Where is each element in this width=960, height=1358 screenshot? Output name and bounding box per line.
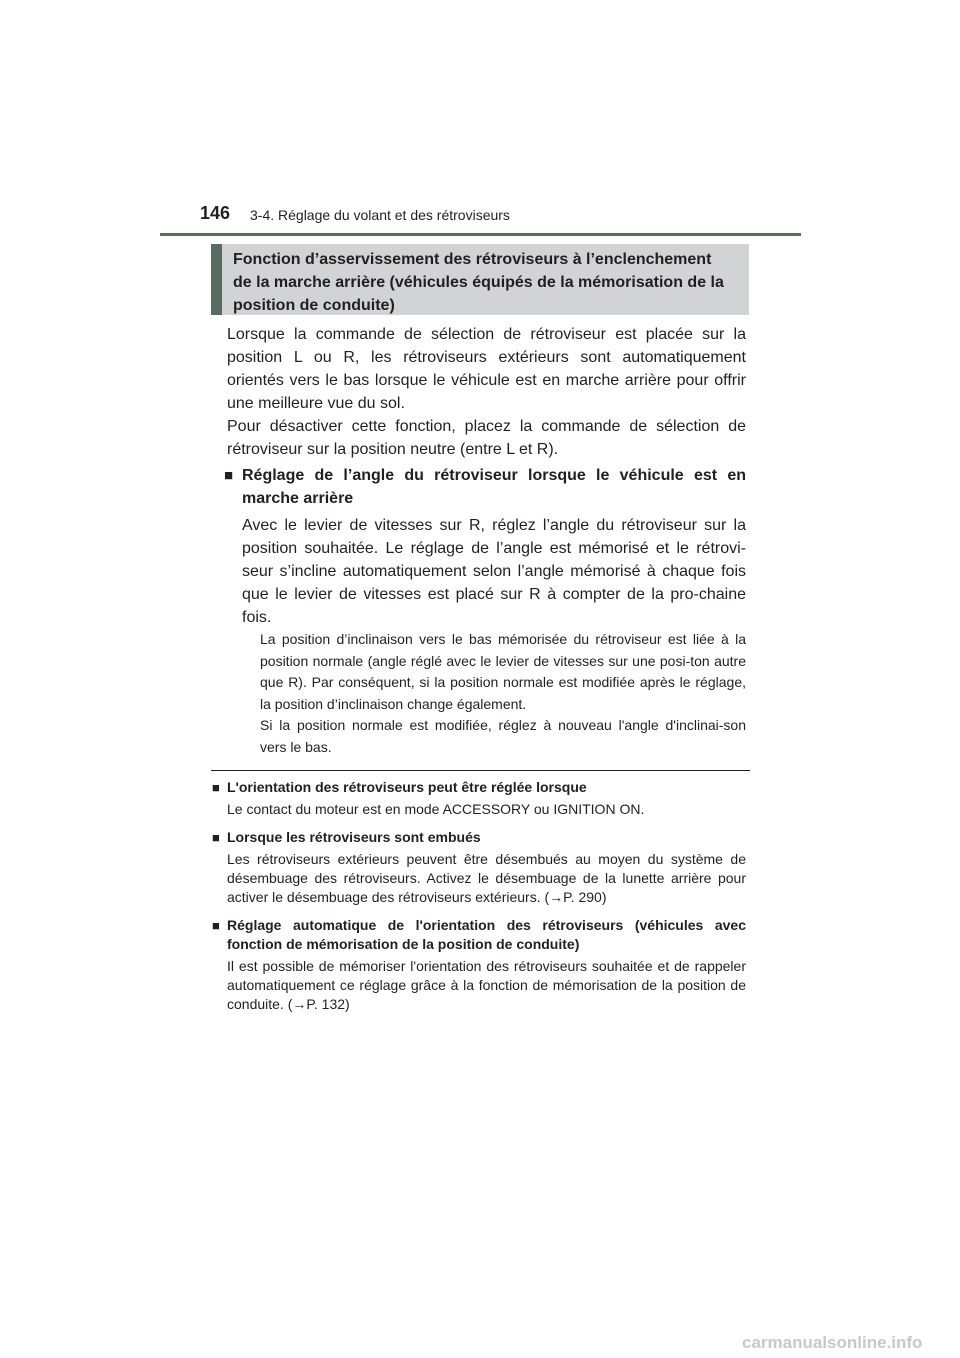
page-number: 146 bbox=[200, 203, 231, 223]
note-heading bbox=[212, 778, 746, 797]
note-text-paragraph: Les rétroviseurs extérieurs peuvent être désembués au moyen du système de désembuage des rétroviseurs. Activez le désembuage de la lunette arrière pour activer le désembuage des rétroviseurs extérieurs. (→P. 290) bbox=[227, 851, 746, 905]
notes-section bbox=[212, 778, 746, 1023]
note-text bbox=[212, 797, 746, 819]
note-item bbox=[212, 778, 746, 819]
watermark: carmanualsonline.info bbox=[742, 1333, 923, 1352]
intro-paragraph: Lorsque la commande de sélection de rétroviseur est placée sur la position L ou R, les rétroviseurs extérieurs sont automatiquement orientés vers le bas lorsque le véhicule est en marche arrière pour offrir une meilleure vue du sol. bbox=[227, 326, 746, 412]
square-bullet-icon: ■ bbox=[212, 918, 220, 933]
subsection-paragraph: Avec le levier de vitesses sur R, réglez l’angle du rétroviseur sur la position souhaitée. Le réglage de l’angle est mémorisé et le rétrovi-seur s’incline automatiquement selon l’angle mémorisé à chaque fois que le levier de vitesses est placé sur R à compter de la pro-chaine fois. bbox=[242, 517, 746, 626]
section-header: 3-4. Réglage du volant et des rétroviseurs bbox=[250, 207, 510, 223]
title-line: position de conduite) bbox=[233, 297, 395, 314]
note-paragraph: La position d’inclinaison vers le bas mémorisée du rétroviseur est liée à la position normale (angle réglé avec le levier de vitesses sur une posi-ton autre que R). Par conséquent, si la position normale est modifiée après le réglage, la position d’inclinaison change également. bbox=[260, 631, 746, 712]
note-heading-text: L'orientation des rétroviseurs peut être réglée lorsque bbox=[227, 779, 587, 795]
note-item bbox=[212, 916, 746, 1014]
subsection-note bbox=[260, 629, 746, 758]
note-heading-text: Lorsque les rétroviseurs sont embués bbox=[227, 829, 481, 845]
note-item bbox=[212, 828, 746, 907]
subsection-body bbox=[242, 514, 746, 629]
note-heading bbox=[212, 828, 746, 847]
square-bullet-icon: ■ bbox=[212, 780, 220, 795]
subsection-heading-text: Réglage de l’angle du rétroviseur lorsque le véhicule est en marche arrière bbox=[242, 467, 746, 507]
note-heading-text: Réglage automatique de l'orientation des rétroviseurs (véhicules avec fonction de mémorisation de la position de conduite) bbox=[227, 917, 746, 952]
note-text bbox=[212, 954, 746, 1014]
note-text-paragraph: Le contact du moteur est en mode ACCESSORY ou IGNITION ON. bbox=[227, 801, 645, 817]
notes-divider bbox=[211, 770, 750, 771]
intro-text bbox=[227, 323, 746, 461]
note-text-paragraph: Il est possible de mémoriser l'orientation des rétroviseurs souhaitée et de rappeler automatiquement ce réglage grâce à la fonction de mémorisation de la position de conduite. (→P. 132) bbox=[227, 958, 746, 1012]
header-rule bbox=[160, 233, 801, 236]
title-line: Fonction d’asservissement des rétroviseurs à l’enclenchement bbox=[233, 251, 712, 268]
note-heading bbox=[212, 916, 746, 954]
subsection-heading bbox=[224, 464, 746, 510]
square-bullet-icon: ■ bbox=[224, 467, 234, 484]
feature-title-box bbox=[211, 244, 749, 315]
note-paragraph: Si la position normale est modifiée, réglez à nouveau l'angle d'inclinai-son vers le bas. bbox=[260, 717, 746, 755]
square-bullet-icon: ■ bbox=[212, 830, 220, 845]
intro-paragraph: Pour désactiver cette fonction, placez la commande de sélection de rétroviseur sur la position neutre (entre L et R). bbox=[227, 418, 746, 458]
note-text bbox=[212, 847, 746, 907]
title-line: de la marche arrière (véhicules équipés de la mémorisation de la bbox=[233, 274, 724, 291]
